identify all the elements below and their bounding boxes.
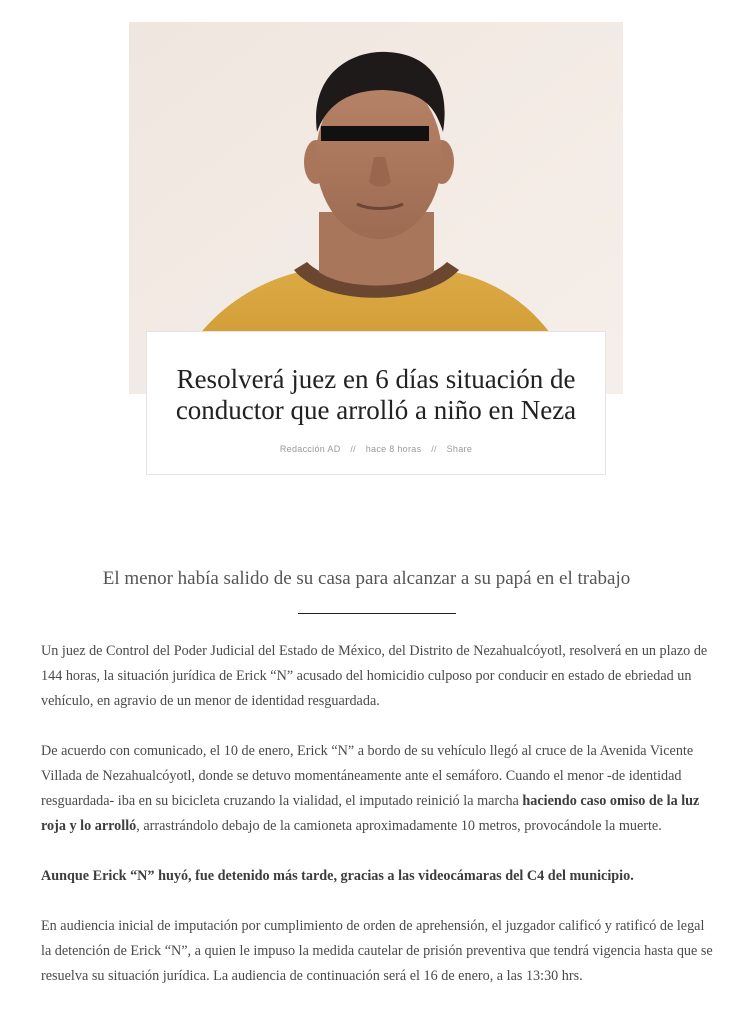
- article-meta: [147, 444, 605, 454]
- author-link[interactable]: Redacción AD: [279, 444, 341, 454]
- paragraph-2-bold: haciendo caso omiso de la luz roja y lo arrolló: [41, 793, 700, 834]
- paragraph-3-bold: Aunque Erick “N” huyó, fue detenido más tarde, gracias a las videocámaras del C4 del municipio.: [41, 868, 634, 884]
- share-link[interactable]: Share: [446, 444, 473, 454]
- paragraph-1: Un juez de Control del Poder Judicial del Estado de México, del Distrito de Nezahualcóyotl, resolverá en un plazo de 144 horas, la situación jurídica de Erick “N” acusado del homicidio culposo por conducir en estado de ebriedad un vehículo, en agravio de un menor de identidad resguardada.: [41, 643, 708, 709]
- meta-separator: //: [431, 444, 437, 454]
- paragraph-4: En audiencia inicial de imputación por cumplimiento de orden de aprehensión, el juzgador calificó y ratificó de legal la detención de Erick “N”, a quien le impuso la medida cautelar de prisión preventiva que tendrá vigencia hasta que se resuelva su situación jurídica. La audiencia de continuación será el 16 de enero, a las 13:30 hrs.: [41, 918, 713, 984]
- paragraph-2-text-b: , arrastrándolo debajo de la camioneta aproximadamente 10 metros, provocándole la muerte.: [136, 818, 662, 834]
- article-title: Resolverá juez en 6 días situación de conductor que arrolló a niño en Neza: [175, 364, 577, 425]
- article-body: [41, 639, 717, 1014]
- paragraph-2-text-a: De acuerdo con comunicado, el 10 de enero, Erick “N” a bordo de su vehículo llegó al cruce de la Avenida Vicente Villada de Nezahualcóyotl, donde se detuvo momentáneamente ante el semáforo. Cuando el menor -de identidad resguardada- iba en su bicicleta cruzando la vialidad, el imputado reinició la marcha: [41, 743, 694, 809]
- article-subtitle: El menor había salido de su casa para alcanzar a su papá en el trabajo: [102, 568, 631, 589]
- meta-separator: //: [350, 444, 356, 454]
- publish-time: hace 8 horas: [365, 444, 422, 454]
- article-header-card: [146, 331, 606, 475]
- paragraph-2: [41, 739, 717, 839]
- paragraph-3: [41, 864, 717, 889]
- subtitle-divider: [298, 613, 456, 614]
